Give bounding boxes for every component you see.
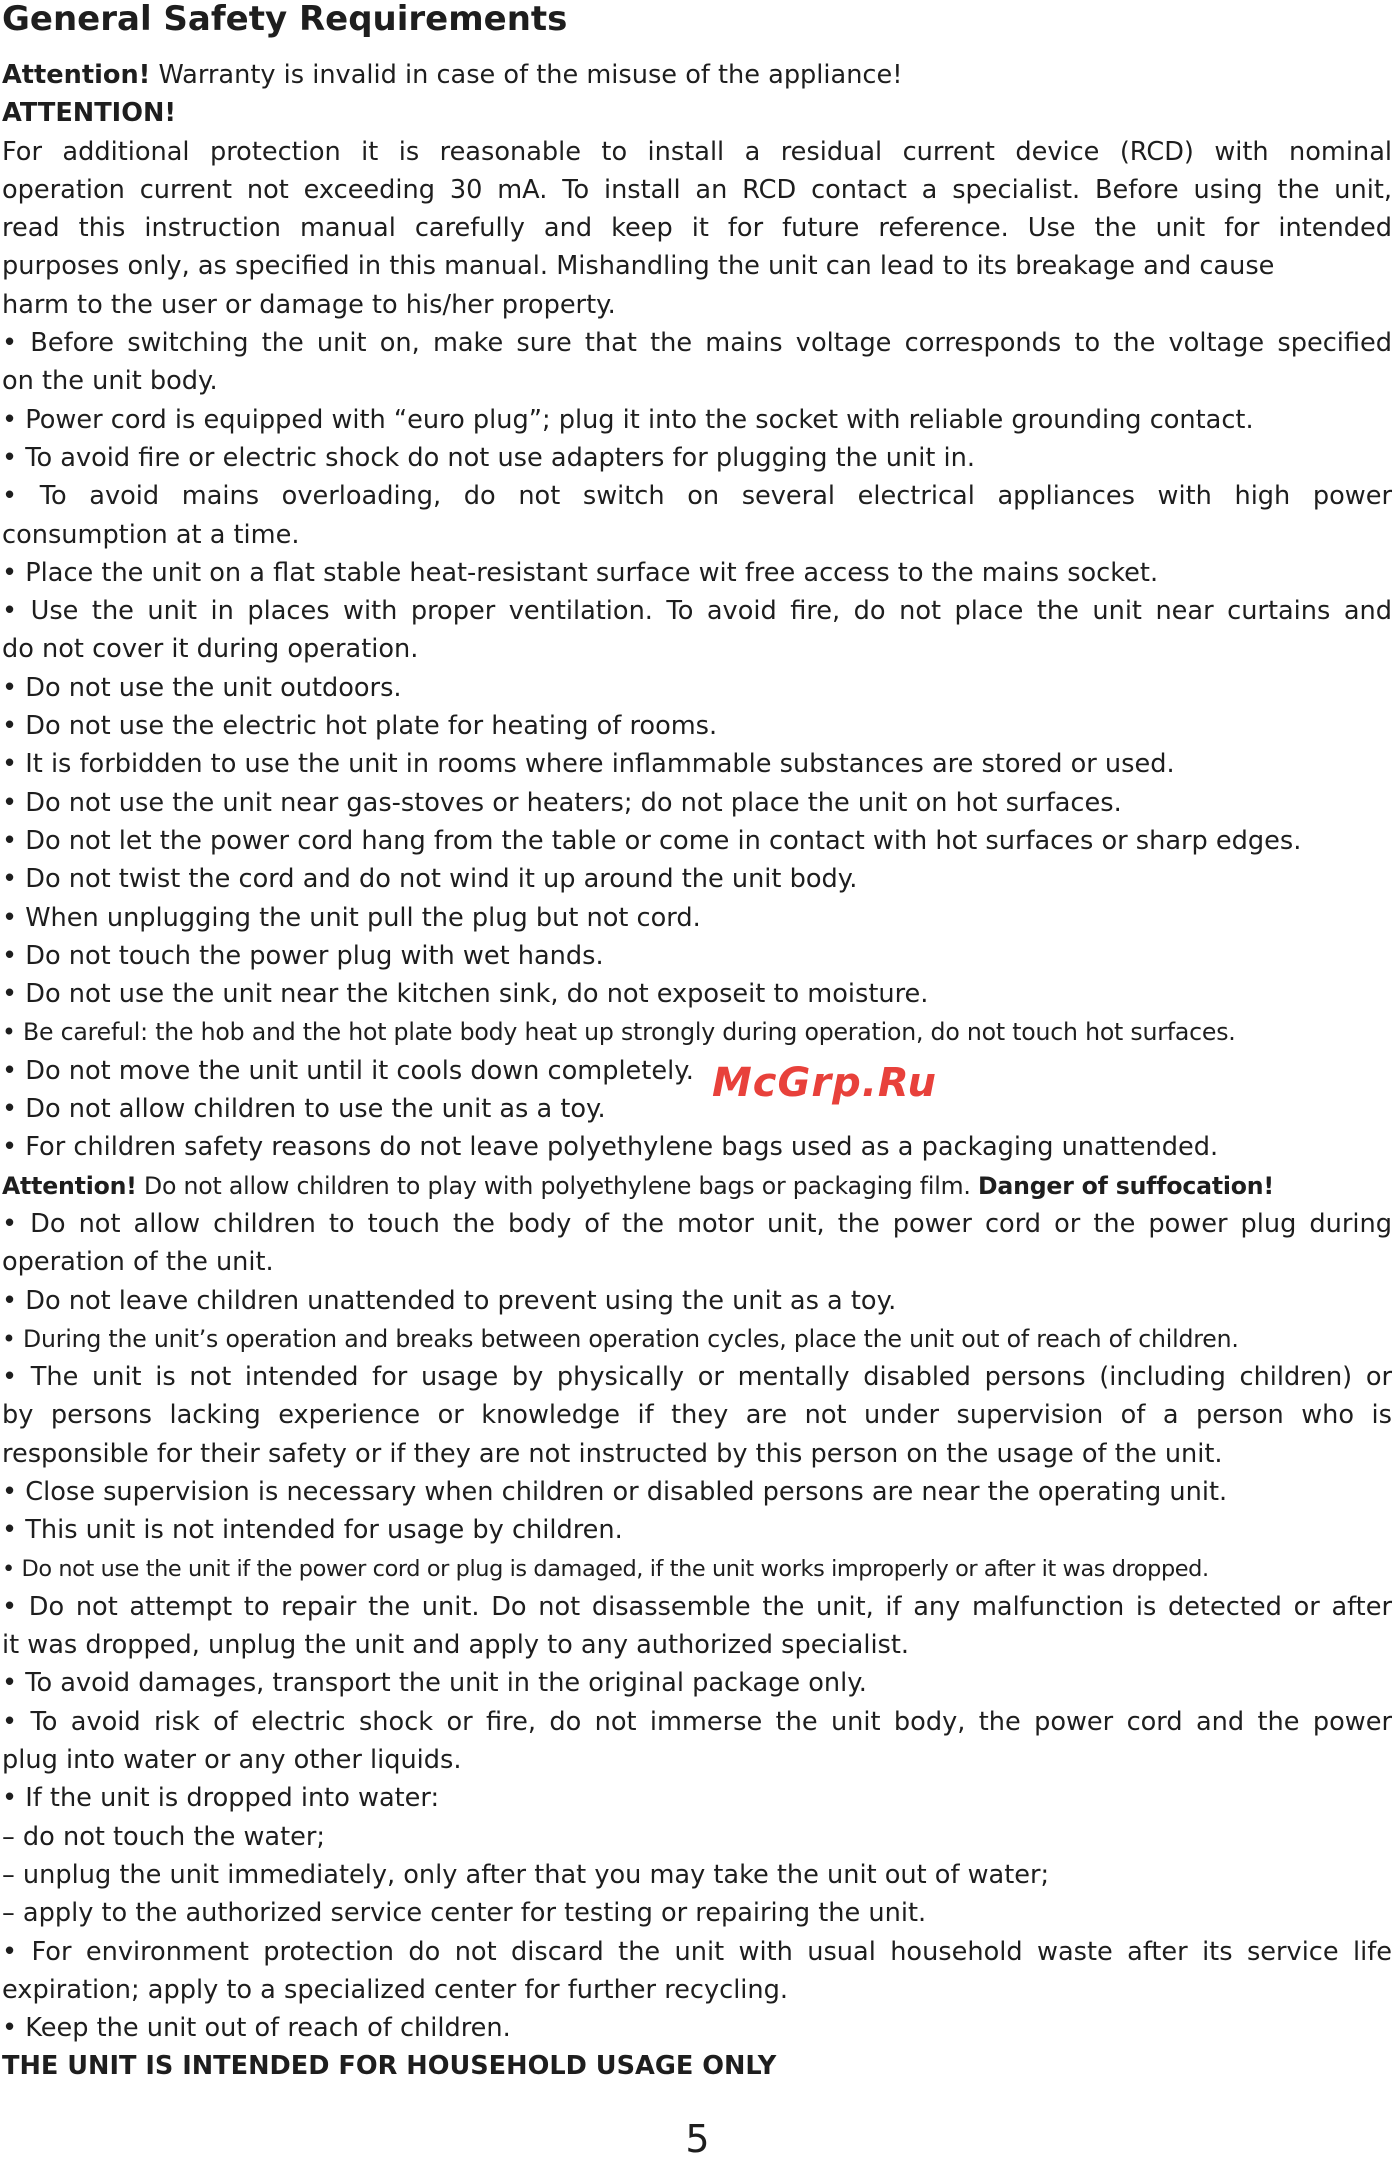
- bullet-line: plug into water or any other liquids.: [2, 1745, 462, 1776]
- safety-text-body: [2, 56, 1392, 2086]
- attention-label: Attention!: [2, 1171, 137, 1200]
- bullet-line: – do not touch the water;: [2, 1821, 326, 1852]
- bullet-line: • To avoid fire or electric shock do not use adapters for plugging the unit in.: [2, 442, 975, 473]
- rcd-line-1: For additional protection it is reasonable to install a residual current device (RCD) with nominal: [2, 136, 1392, 167]
- bullet-line: • Do not touch the power plug with wet hands.: [2, 940, 604, 971]
- bullet-line: • Do not attempt to repair the unit. Do not disassemble the unit, if any malfunction is detected or after: [2, 1591, 1392, 1622]
- bullet-line: • Keep the unit out of reach of children.: [2, 2013, 511, 2044]
- bullet-line: • During the unit’s operation and breaks between operation cycles, place the unit out of reach of children.: [2, 1324, 1239, 1353]
- bullet-line: • Do not allow children to use the unit as a toy.: [2, 1094, 606, 1125]
- bullet-line: • To avoid risk of electric shock or fire, do not immerse the unit body, the power cord and the power: [2, 1706, 1392, 1737]
- bullet-line: • For children safety reasons do not leave polyethylene bags used as a packaging unattended.: [2, 1132, 1219, 1163]
- bullet-line: • To avoid mains overloading, do not switch on several electrical appliances with high power: [2, 481, 1392, 512]
- bullet-line: • Do not use the unit if the power cord or plug is damaged, if the unit works improperly or after it was dropped.: [2, 1555, 1209, 1582]
- bullet-line: operation of the unit.: [2, 1247, 274, 1278]
- rcd-line-3: read this instruction manual carefully and keep it for future reference. Use the unit for intended: [2, 213, 1392, 244]
- bullet-line: • Before switching the unit on, make sure that the mains voltage corresponds to the voltage specified: [2, 328, 1392, 359]
- bullet-line: • The unit is not intended for usage by physically or mentally disabled persons (including children) or: [2, 1362, 1392, 1393]
- attention-label: Attention!: [2, 60, 151, 90]
- bullet-line: by persons lacking experience or knowledge if they are not under supervision of a person who is: [2, 1400, 1392, 1431]
- bullet-line: consumption at a time.: [2, 519, 300, 550]
- bullet-line: – apply to the authorized service center for testing or repairing the unit.: [2, 1898, 927, 1929]
- bullet-line: • Do not leave children unattended to prevent using the unit as a toy.: [2, 1285, 897, 1316]
- bullet-line: expiration; apply to a specialized center for further recycling.: [2, 1974, 789, 2005]
- bullet-line: • For environment protection do not discard the unit with usual household waste after its service life: [2, 1936, 1392, 1967]
- bullet-line: • To avoid damages, transport the unit in the original package only.: [2, 1668, 867, 1699]
- bullet-line: • When unplugging the unit pull the plug but not cord.: [2, 902, 701, 933]
- suffocation-warning-line: [2, 1167, 1392, 1205]
- bullet-line: it was dropped, unplug the unit and apply to any authorized specialist.: [2, 1630, 910, 1661]
- bullet-line: • Use the unit in places with proper ventilation. To avoid fire, do not place the unit near curtains and: [2, 596, 1392, 627]
- warranty-attention-line: [2, 56, 1392, 94]
- bullet-line: • Do not use the unit outdoors.: [2, 672, 402, 703]
- bullet-line: • Do not use the unit near the kitchen sink, do not exposeit to moisture.: [2, 979, 929, 1010]
- bullet-line: • Do not use the unit near gas-stoves or heaters; do not place the unit on hot surfaces.: [2, 787, 1122, 818]
- bullet-line: • Do not move the unit until it cools down completely.: [2, 1055, 694, 1086]
- bullet-line: on the unit body.: [2, 366, 218, 397]
- bullet-line: • Do not use the electric hot plate for heating of rooms.: [2, 711, 718, 742]
- bullet-line: – unplug the unit immediately, only after that you may take the unit out of water;: [2, 1859, 1050, 1890]
- bullet-line: • Do not allow children to touch the body of the motor unit, the power cord or the power plug during: [2, 1208, 1392, 1239]
- bullet-line: responsible for their safety or if they are not instructed by this person on the usage of the unit.: [2, 1438, 1223, 1469]
- rcd-line-2: operation current not exceeding 30 mA. To install an RCD contact a specialist. Before using the unit,: [2, 174, 1392, 205]
- warranty-text: Warranty is invalid in case of the misuse of the appliance!: [150, 60, 903, 90]
- page-title: General Safety Requirements: [2, 0, 568, 39]
- household-usage-notice: THE UNIT IS INTENDED FOR HOUSEHOLD USAGE ONLY: [2, 2051, 777, 2082]
- suffocation-danger: Danger of suffocation!: [978, 1171, 1274, 1200]
- bullet-line: • It is forbidden to use the unit in rooms where inflammable substances are stored or used.: [2, 749, 1175, 780]
- bullet-line: • Do not let the power cord hang from the table or come in contact with hot surfaces or sharp edges.: [2, 825, 1302, 856]
- rcd-line-5: harm to the user or damage to his/her property.: [2, 289, 616, 320]
- bullet-line: • If the unit is dropped into water:: [2, 1783, 440, 1814]
- watermark: McGrp.Ru: [712, 1060, 937, 1106]
- bullet-line: • Do not twist the cord and do not wind it up around the unit body.: [2, 864, 858, 895]
- attention-caps-heading: ATTENTION!: [2, 98, 177, 129]
- suffocation-text: Do not allow children to play with polyethylene bags or packaging film.: [136, 1171, 979, 1200]
- page-number: 5: [685, 2117, 710, 2161]
- bullet-line: do not cover it during operation.: [2, 634, 419, 665]
- bullet-line: • Close supervision is necessary when children or disabled persons are near the operating unit.: [2, 1476, 1228, 1507]
- bullet-line: • Power cord is equipped with “euro plug”; plug it into the socket with reliable grounding contact.: [2, 404, 1254, 435]
- bullet-line: • Place the unit on a flat stable heat-resistant surface wit free access to the mains socket.: [2, 557, 1159, 588]
- bullet-line: • Be careful: the hob and the hot plate body heat up strongly during operation, do not touch hot surfaces.: [2, 1018, 1236, 1047]
- rcd-line-4: purposes only, as specified in this manual. Mishandling the unit can lead to its breakage and cause: [2, 251, 1275, 282]
- bullet-line: • This unit is not intended for usage by children.: [2, 1515, 623, 1546]
